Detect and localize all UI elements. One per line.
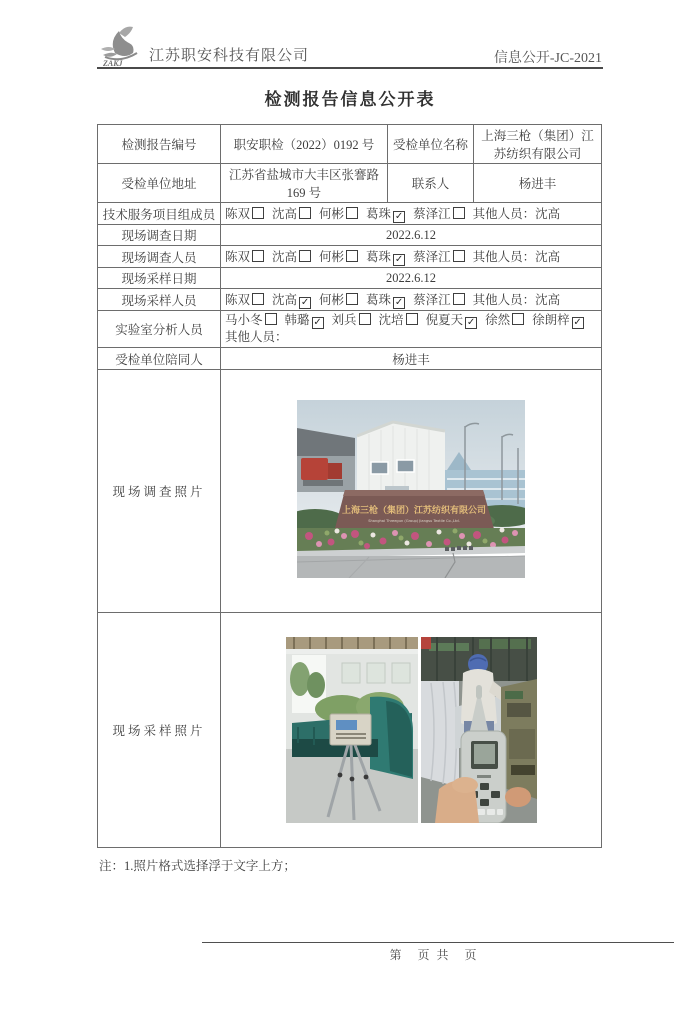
person-name: 蔡泽江 (413, 250, 451, 264)
page-number-placeholder: 第 页 共 页 (389, 948, 479, 962)
table-row (98, 370, 602, 613)
checkbox-unchecked[interactable] (346, 250, 358, 262)
logo-wheat-left2 (103, 53, 117, 57)
person-option (413, 207, 473, 221)
checkbox-checked[interactable]: ✓ (300, 297, 310, 308)
checkbox-checked[interactable]: ✓ (394, 297, 404, 308)
unit-addr-label: 受检单位地址 (98, 164, 221, 203)
document-page (97, 26, 603, 962)
person-option (413, 250, 473, 264)
person-name: 倪夏天 (425, 313, 464, 327)
ceiling (286, 637, 418, 654)
person-name: 沈高 (272, 250, 298, 264)
sign-english-text: Shanghai Threegun (Group) Jiangsu Textile Co.,Ltd. (368, 519, 460, 523)
team-label: 技术服务项目组成员 (98, 203, 221, 225)
checkbox-checked[interactable]: ✓ (394, 211, 404, 222)
checkbox-unchecked[interactable] (346, 207, 358, 219)
red-sign-patch (421, 637, 431, 649)
checkbox-checked[interactable]: ✓ (573, 317, 582, 328)
contact-label: 联系人 (388, 164, 474, 203)
sampling-date-value: 2022.6.12 (221, 268, 602, 289)
person-option (285, 313, 332, 327)
table-row (98, 289, 602, 311)
checkbox-unchecked[interactable] (512, 313, 524, 325)
survey-staff-members (221, 246, 602, 268)
logo-wheat-left (101, 47, 115, 51)
awning-and-trucks (297, 428, 355, 492)
checkbox-unchecked[interactable] (299, 250, 311, 262)
survey-date-value: 2022.6.12 (221, 225, 602, 246)
sampling-machine-photo (286, 637, 418, 823)
team-members (221, 203, 602, 225)
survey-photo-cell (221, 370, 602, 613)
contact-value: 杨进丰 (474, 164, 602, 203)
person-option (379, 313, 426, 327)
person-option (225, 293, 272, 307)
checkbox-unchecked[interactable] (359, 313, 371, 325)
person-option (485, 313, 532, 327)
sampling-photo-cell (221, 613, 602, 848)
person-name: 陈双 (225, 207, 251, 221)
logo-abbr: ZAKJ (103, 59, 123, 67)
person-option (319, 293, 366, 307)
checkbox-unchecked[interactable] (299, 207, 311, 219)
checkbox-unchecked[interactable] (252, 293, 264, 305)
escort-value: 杨进丰 (221, 348, 602, 370)
report-info-table (97, 124, 602, 848)
person-name: 刘兵 (331, 313, 357, 327)
person-option (272, 250, 319, 264)
person-name: 葛珠 (366, 207, 392, 221)
person-name: 葛珠 (366, 250, 392, 264)
company-logo-icon (95, 23, 145, 67)
person-name: 沈高 (272, 207, 298, 221)
checkbox-unchecked[interactable] (406, 313, 418, 325)
person-option (366, 207, 413, 221)
person-option (532, 313, 592, 327)
lab-others-line: 其他人员： (225, 330, 288, 344)
table-row (98, 268, 602, 289)
page-footer (194, 942, 674, 963)
person-option (319, 207, 366, 221)
checkbox-unchecked[interactable] (252, 250, 264, 262)
document-code: 信息公开-JC-2021 (493, 51, 602, 66)
wall-windows (342, 663, 410, 683)
person-name: 陈双 (225, 250, 251, 264)
pavement (297, 546, 525, 578)
others-text: 其他人员：沈高 (472, 250, 561, 264)
person-option (413, 293, 473, 307)
survey-staff-label: 现场调查人员 (98, 246, 221, 268)
sampling-staff-label: 现场采样人员 (98, 289, 221, 311)
table-row (98, 348, 602, 370)
checkbox-unchecked[interactable] (453, 250, 465, 262)
person-name: 徐朗梓 (532, 313, 570, 327)
unit-addr-value: 江苏省盐城市大丰区张謇路169 号 (221, 164, 388, 203)
checkbox-checked[interactable]: ✓ (394, 254, 404, 265)
others-text: 其他人员：沈高 (472, 207, 561, 221)
person-name: 韩璐 (284, 313, 310, 327)
escort-label: 受检单位陪同人 (98, 348, 221, 370)
table-row (98, 225, 602, 246)
lab-staff-members (225, 312, 597, 329)
company-name: 江苏职安科技有限公司 (149, 48, 310, 64)
person-option (366, 250, 413, 264)
logo-leaf-small (119, 27, 133, 37)
sign-chinese-text: 上海三枪（集团）江苏纺织有限公司 (341, 506, 487, 516)
person-name: 蔡泽江 (413, 293, 451, 307)
table-row (98, 311, 602, 348)
survey-date-label: 现场调查日期 (98, 225, 221, 246)
person-name: 沈培 (378, 313, 404, 327)
footnote: 注：1.照片格式选择浮于文字上方； (99, 859, 296, 873)
table-row (98, 203, 602, 225)
lab-staff-cell (221, 311, 602, 348)
checkbox-checked[interactable]: ✓ (313, 317, 322, 328)
checkbox-unchecked[interactable] (453, 293, 465, 305)
person-option (366, 293, 413, 307)
person-name: 蔡泽江 (413, 207, 451, 221)
person-name: 葛珠 (366, 293, 392, 307)
checkbox-unchecked[interactable] (252, 207, 264, 219)
sampling-date-label: 现场采样日期 (98, 268, 221, 289)
sampling-staff-members (221, 289, 602, 311)
survey-photo-label: 现场调查照片 (98, 370, 221, 613)
others-text: 其他人员：沈高 (472, 293, 561, 307)
report-no-label: 检测报告编号 (98, 125, 221, 164)
person-name: 徐然 (485, 313, 511, 327)
table-row (98, 125, 602, 164)
checkbox-unchecked[interactable] (265, 313, 277, 325)
page-header (97, 26, 603, 69)
person-option (332, 313, 379, 327)
person-option (319, 250, 366, 264)
table-row (98, 164, 602, 203)
person-name: 马小冬 (225, 313, 263, 327)
page-title: 检测报告信息公开表 (264, 90, 436, 109)
unit-name-value: 上海三枪（集团）江苏纺织有限公司 (474, 125, 602, 164)
person-option (272, 207, 319, 221)
sampler-instrument (330, 714, 371, 745)
person-name: 何彬 (319, 250, 345, 264)
checkbox-unchecked[interactable] (453, 207, 465, 219)
checkbox-unchecked[interactable] (346, 293, 358, 305)
lab-staff-label: 实验室分析人员 (98, 311, 221, 348)
table-row (98, 246, 602, 268)
report-no-value: 职安职检（2022）0192 号 (221, 125, 388, 164)
unit-name-label: 受检单位名称 (388, 125, 474, 164)
person-name: 沈高 (272, 293, 298, 307)
person-option (225, 207, 272, 221)
person-option (225, 313, 285, 327)
person-option (272, 293, 319, 307)
factory-entrance-photo (297, 400, 525, 578)
noise-measurement-photo (421, 637, 537, 823)
sampling-photo-label: 现场采样照片 (98, 613, 221, 848)
person-option (225, 250, 272, 264)
checkbox-checked[interactable]: ✓ (466, 317, 476, 328)
table-row (98, 613, 602, 848)
person-name: 何彬 (319, 207, 345, 221)
person-name: 何彬 (319, 293, 345, 307)
person-option (426, 313, 486, 327)
person-name: 陈双 (225, 293, 251, 307)
footer-divider (202, 942, 674, 943)
